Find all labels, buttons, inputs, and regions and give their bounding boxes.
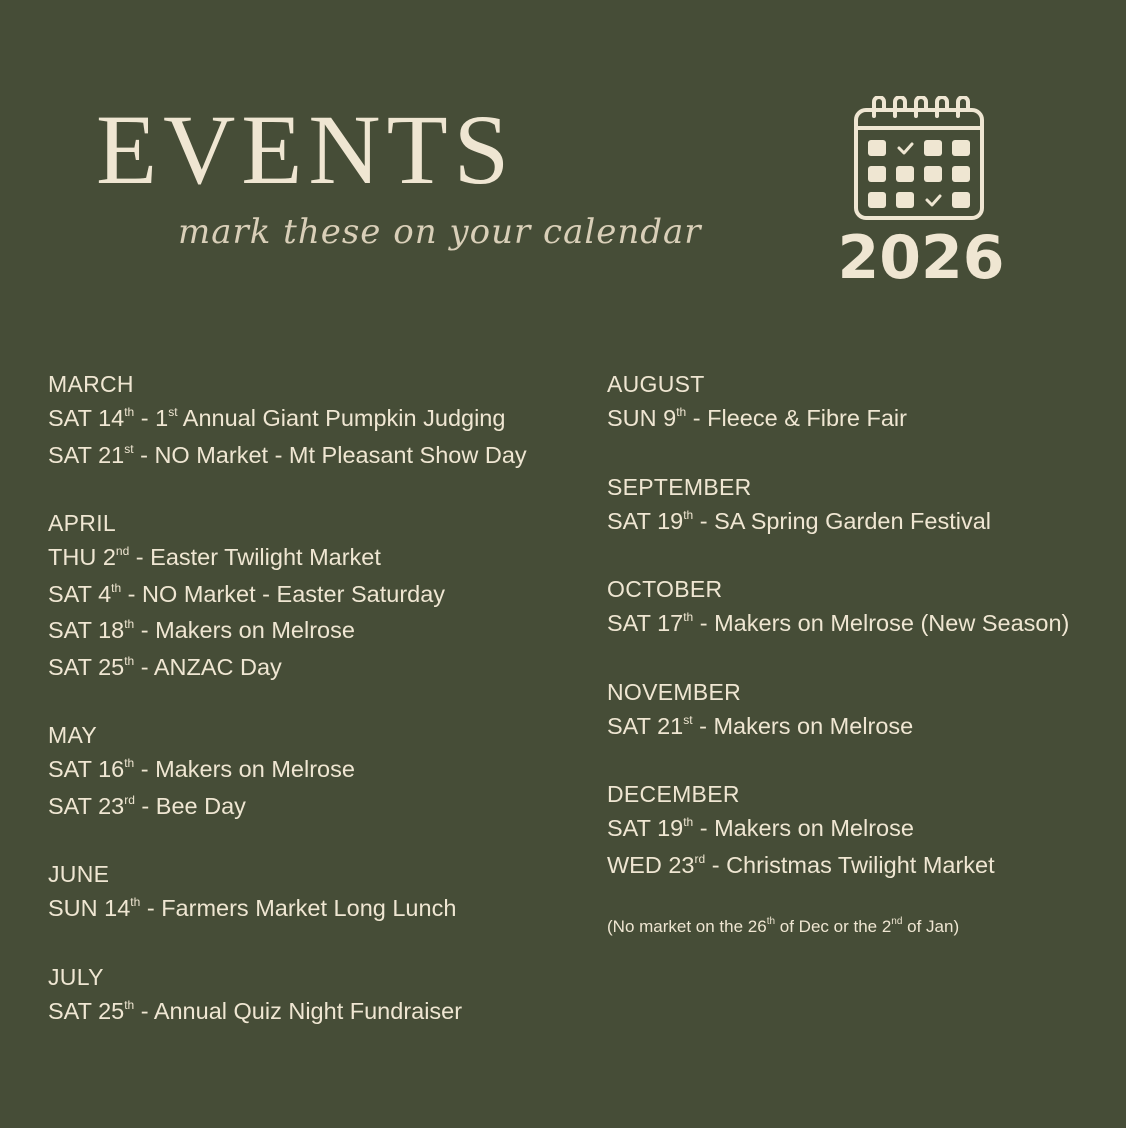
- event-day-suffix: th: [676, 405, 687, 420]
- event-item: [607, 400, 1069, 437]
- event-separator: -: [693, 610, 715, 636]
- event-description: Bee Day: [155, 792, 246, 819]
- event-separator: -: [686, 405, 708, 431]
- event-separator: -: [705, 851, 727, 878]
- event-day-suffix: st: [124, 441, 134, 456]
- event-day: SAT 25: [48, 997, 125, 1024]
- event-item: [48, 788, 527, 825]
- event-item: [48, 437, 527, 474]
- event-day: SUN 14: [48, 895, 131, 921]
- event-separator: -: [121, 580, 143, 607]
- event-separator: -: [133, 441, 155, 468]
- event-day-suffix: rd: [694, 851, 706, 866]
- month-block: [48, 507, 527, 685]
- event-description: Makers on Melrose: [155, 756, 355, 782]
- event-separator: -: [692, 712, 714, 739]
- event-day: SAT 17: [607, 610, 684, 636]
- event-separator: -: [134, 653, 154, 680]
- event-item: [48, 751, 527, 788]
- month-block: [48, 961, 527, 1030]
- event-item: [48, 649, 527, 686]
- event-day-suffix: st: [683, 712, 693, 727]
- month-heading: MAY: [48, 722, 98, 748]
- left-column: [48, 368, 527, 1063]
- month-block: [607, 573, 1069, 642]
- event-day: SAT 19: [607, 815, 684, 841]
- event-day: SAT 21: [48, 441, 125, 468]
- event-description: Christmas Twilight Market: [726, 851, 995, 878]
- event-separator: -: [134, 756, 156, 782]
- note-suffix: th: [766, 916, 776, 928]
- page-title: EVENTS: [96, 94, 516, 205]
- month-heading: AUGUST: [607, 371, 705, 397]
- event-description: Makers on Melrose: [714, 815, 914, 841]
- year-label: 2026: [837, 223, 1005, 293]
- event-day: SAT 23: [48, 792, 125, 819]
- event-item: [48, 993, 527, 1030]
- event-description: ANZAC Day: [153, 653, 282, 680]
- event-item: [607, 708, 1069, 745]
- event-day-suffix: th: [683, 507, 694, 522]
- event-description: Annual Quiz Night Fundraiser: [153, 997, 463, 1024]
- month-heading: NOVEMBER: [607, 678, 742, 705]
- event-description: Annual Giant Pumpkin Judging: [177, 405, 506, 431]
- event-description: Easter Twilight Market: [150, 544, 381, 570]
- month-block: [607, 368, 1069, 437]
- event-day-suffix: th: [130, 895, 141, 910]
- event-item: [607, 605, 1069, 642]
- event-description: Fleece & Fibre Fair: [707, 405, 907, 431]
- event-description: Makers on Melrose (New Season): [714, 610, 1070, 636]
- event-description: NO Market - Easter Saturday: [142, 580, 446, 607]
- event-item: [607, 810, 1069, 847]
- event-day-suffix: th: [124, 617, 135, 632]
- month-heading: JULY: [48, 963, 104, 990]
- right-column: [607, 368, 1069, 937]
- month-block: [48, 858, 527, 927]
- event-day: SAT 21: [607, 712, 684, 739]
- closure-note: [607, 917, 1069, 937]
- event-day-suffix: rd: [124, 792, 135, 807]
- event-day-suffix: th: [683, 815, 694, 830]
- event-separator: -: [134, 617, 156, 643]
- event-separator: -: [129, 544, 151, 570]
- event-day: SAT 16: [48, 756, 125, 782]
- event-item: [48, 539, 527, 576]
- event-item: [607, 847, 1069, 884]
- event-day-suffix: nd: [115, 544, 130, 559]
- month-heading: APRIL: [48, 510, 116, 536]
- event-day: SAT 18: [48, 617, 125, 643]
- event-day-suffix: th: [124, 405, 135, 420]
- event-day: SAT 25: [48, 653, 125, 680]
- event-item: [607, 503, 1069, 540]
- event-desc-prefix-suffix: st: [168, 405, 178, 420]
- note-text: of Jan): [902, 917, 960, 936]
- month-block: [607, 778, 1069, 883]
- month-heading: OCTOBER: [607, 576, 723, 602]
- event-day-suffix: th: [111, 580, 122, 595]
- event-description: Farmers Market Long Lunch: [161, 895, 457, 921]
- month-block: [607, 471, 1069, 540]
- event-description: NO Market - Mt Pleasant Show Day: [154, 441, 527, 468]
- event-description: Makers on Melrose: [713, 712, 914, 739]
- month-block: [48, 368, 527, 473]
- page-subtitle: mark these on your calendar: [178, 212, 702, 252]
- note-text: of Dec or the 2: [775, 917, 892, 936]
- month-block: [48, 719, 527, 824]
- event-description: Makers on Melrose: [155, 617, 355, 643]
- month-heading: JUNE: [48, 861, 110, 887]
- note-text: (No market on the 26: [607, 917, 767, 936]
- event-separator: -: [134, 792, 156, 819]
- event-item: [48, 890, 527, 927]
- month-heading: MARCH: [48, 371, 134, 397]
- event-day-suffix: th: [124, 997, 135, 1012]
- month-heading: DECEMBER: [607, 781, 740, 807]
- event-day: THU 2: [48, 544, 116, 570]
- event-item: [48, 612, 527, 649]
- month-heading: SEPTEMBER: [607, 473, 752, 500]
- month-block: [607, 676, 1069, 745]
- event-separator: -: [134, 997, 154, 1024]
- event-separator: -: [134, 405, 156, 431]
- event-day-suffix: th: [683, 610, 694, 625]
- event-separator: -: [140, 895, 162, 921]
- event-item: [48, 576, 527, 613]
- event-day-suffix: th: [124, 756, 135, 771]
- event-day: WED 23: [607, 851, 695, 878]
- note-suffix: nd: [891, 916, 903, 928]
- event-day: SAT 14: [48, 405, 125, 431]
- event-separator: -: [693, 507, 715, 534]
- event-item: [48, 400, 527, 437]
- event-desc-prefix: 1: [155, 405, 169, 431]
- event-day: SAT 19: [607, 507, 684, 534]
- event-day: SAT 4: [48, 580, 112, 607]
- event-day-suffix: th: [124, 653, 135, 668]
- event-day: SUN 9: [607, 405, 677, 431]
- event-description: SA Spring Garden Festival: [714, 507, 992, 534]
- calendar-icon: [848, 96, 990, 226]
- event-separator: -: [693, 815, 715, 841]
